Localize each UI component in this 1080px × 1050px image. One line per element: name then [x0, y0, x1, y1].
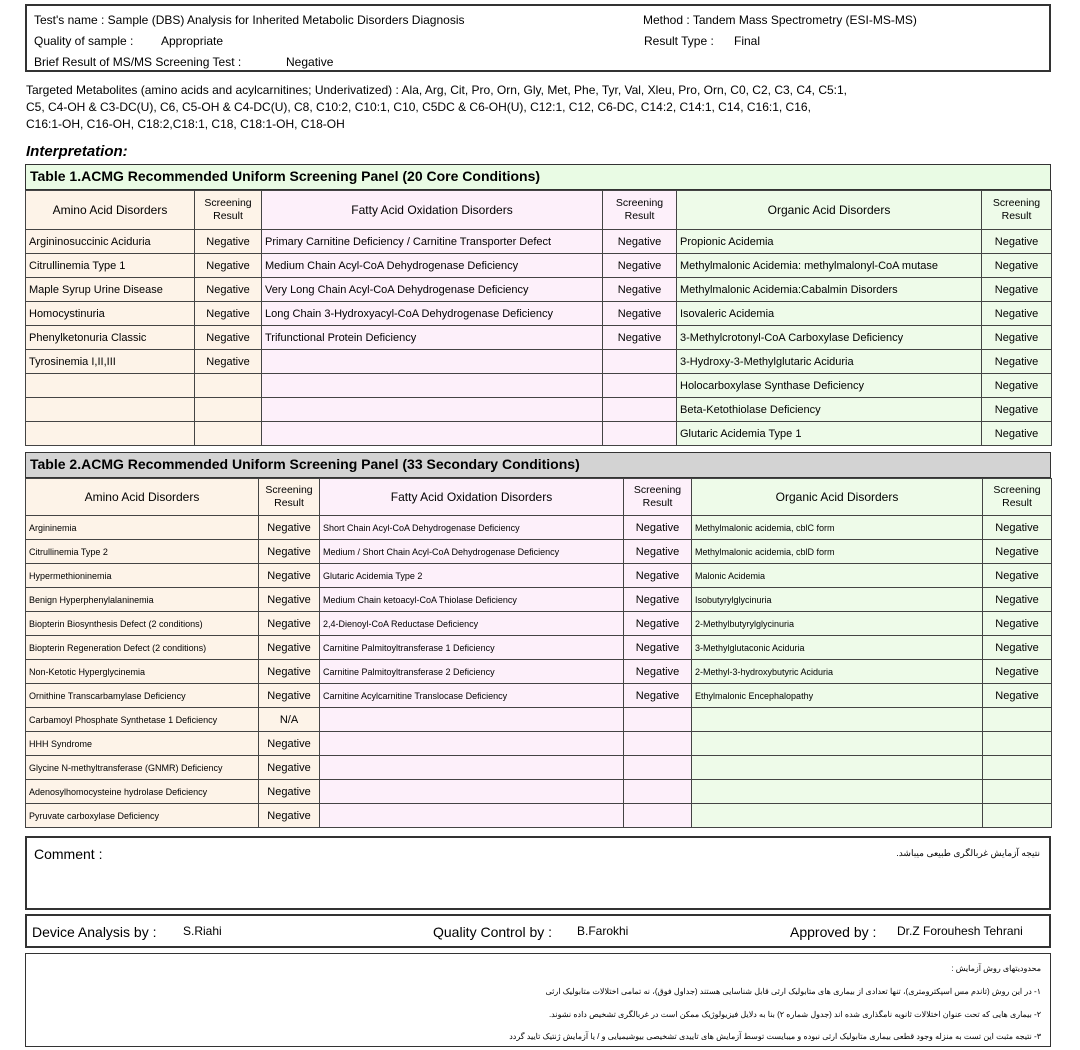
limitations-box	[25, 953, 1051, 1047]
table-row	[26, 756, 1052, 780]
amino-acid-result	[195, 422, 262, 446]
table-row	[26, 422, 1052, 446]
fatty-acid-disorder: Carnitine Palmitoyltransferase 2 Deficiency	[320, 660, 624, 684]
fatty-acid-disorder: Carnitine Palmitoyltransferase 1 Deficiency	[320, 636, 624, 660]
amino-acid-result: Negative	[259, 684, 320, 708]
organic-acid-result: Negative	[983, 636, 1052, 660]
table-row	[26, 540, 1052, 564]
table-row	[26, 588, 1052, 612]
organic-acid-disorder	[692, 804, 983, 828]
amino-acid-result: Negative	[195, 254, 262, 278]
fatty-acid-result	[603, 422, 677, 446]
amino-acid-disorder: Biopterin Regeneration Defect (2 conditions)	[26, 636, 259, 660]
organic-acid-disorder	[692, 756, 983, 780]
targets-line-3: C16:1-OH, C16-OH, C18:2,C18:1, C18, C18:1-OH, C18-OH	[26, 117, 345, 131]
quality-value: Appropriate	[161, 34, 224, 48]
organic-acid-result	[983, 756, 1052, 780]
amino-acid-disorder: Maple Syrup Urine Disease	[26, 278, 195, 302]
table-row	[26, 374, 1052, 398]
organic-acid-result: Negative	[982, 278, 1052, 302]
fatty-acid-disorder	[320, 780, 624, 804]
quality-label: Quality of sample :	[34, 34, 134, 48]
header-amino-acid: Amino Acid Disorders	[26, 191, 195, 230]
amino-acid-disorder: Phenylketonuria Classic	[26, 326, 195, 350]
table-row	[26, 516, 1052, 540]
amino-acid-disorder: Ornithine Transcarbamylase Deficiency	[26, 684, 259, 708]
fatty-acid-result	[624, 732, 692, 756]
table1-header-row	[26, 191, 1052, 230]
fatty-acid-disorder	[262, 398, 603, 422]
brief-result-value: Negative	[286, 55, 334, 69]
organic-acid-result	[983, 708, 1052, 732]
organic-acid-disorder: Isobutyrylglycinuria	[692, 588, 983, 612]
targeted-metabolites	[26, 82, 1056, 133]
header-amino-acid: Amino Acid Disorders	[26, 479, 259, 516]
organic-acid-result: Negative	[982, 230, 1052, 254]
header-screening-result: Screening Result	[982, 191, 1052, 230]
fatty-acid-result: Negative	[624, 540, 692, 564]
header-fatty-acid: Fatty Acid Oxidation Disorders	[262, 191, 603, 230]
amino-acid-disorder: Benign Hyperphenylalaninemia	[26, 588, 259, 612]
table-row	[26, 398, 1052, 422]
fatty-acid-result: Negative	[603, 326, 677, 350]
table-row	[26, 660, 1052, 684]
organic-acid-disorder: Propionic Acidemia	[677, 230, 982, 254]
fatty-acid-result: Negative	[624, 516, 692, 540]
organic-acid-disorder: Isovaleric Acidemia	[677, 302, 982, 326]
amino-acid-result: Negative	[259, 588, 320, 612]
test-name	[34, 13, 464, 27]
amino-acid-result: Negative	[259, 636, 320, 660]
organic-acid-disorder: 3-Methylglutaconic Aciduria	[692, 636, 983, 660]
organic-acid-disorder: Beta-Ketothiolase Deficiency	[677, 398, 982, 422]
organic-acid-result: Negative	[983, 564, 1052, 588]
result-type-value: Final	[734, 34, 761, 48]
approved-by-value: Dr.Z Forouhesh Tehrani	[897, 924, 1023, 938]
table-row	[26, 804, 1052, 828]
amino-acid-result: Negative	[259, 780, 320, 804]
fatty-acid-result: Negative	[624, 564, 692, 588]
table2-header-row	[26, 479, 1052, 516]
fatty-acid-disorder	[262, 374, 603, 398]
amino-acid-result: Negative	[259, 756, 320, 780]
brief-result-label: Brief Result of MS/MS Screening Test :	[34, 55, 242, 69]
limitations-line-3: ۳- نتیجه مثبت این تست به منزله وجود قطعی بیماری متابولیک ارثی نبوده و میبایست توسط آزمایش های تاییدی تشخیصی بیوشیمیایی و / یا آزمایش ژنتیک تایید گردد	[509, 1032, 1041, 1041]
method	[643, 13, 917, 27]
organic-acid-result	[983, 804, 1052, 828]
organic-acid-result: Negative	[982, 398, 1052, 422]
amino-acid-result: Negative	[259, 516, 320, 540]
organic-acid-result: Negative	[982, 350, 1052, 374]
fatty-acid-result: Negative	[624, 684, 692, 708]
amino-acid-result: Negative	[195, 278, 262, 302]
method-value: Tandem Mass Spectrometry (ESI-MS-MS)	[692, 13, 917, 27]
organic-acid-disorder: 3-Hydroxy-3-Methylglutaric Aciduria	[677, 350, 982, 374]
comment-box	[25, 836, 1051, 910]
device-analysis-value: S.Riahi	[183, 924, 222, 938]
organic-acid-result	[983, 780, 1052, 804]
test-name-value: Sample (DBS) Analysis for Inherited Metabolic Disorders Diagnosis	[107, 13, 465, 27]
amino-acid-disorder: Argininemia	[26, 516, 259, 540]
fatty-acid-result: Negative	[603, 302, 677, 326]
table1	[25, 190, 1052, 446]
amino-acid-result: Negative	[195, 350, 262, 374]
approved-by-label: Approved by :	[790, 924, 877, 940]
organic-acid-result: Negative	[982, 326, 1052, 350]
header-fatty-acid: Fatty Acid Oxidation Disorders	[320, 479, 624, 516]
amino-acid-result: Negative	[195, 230, 262, 254]
amino-acid-result	[195, 398, 262, 422]
organic-acid-disorder: Malonic Acidemia	[692, 564, 983, 588]
fatty-acid-disorder: Very Long Chain Acyl-CoA Dehydrogenase Deficiency	[262, 278, 603, 302]
fatty-acid-disorder: 2,4-Dienoyl-CoA Reductase Deficiency	[320, 612, 624, 636]
amino-acid-disorder: Tyrosinemia I,II,III	[26, 350, 195, 374]
device-analysis-label: Device Analysis by :	[32, 924, 157, 940]
organic-acid-disorder: 3-Methylcrotonyl-CoA Carboxylase Deficiency	[677, 326, 982, 350]
header-screening-result: Screening Result	[624, 479, 692, 516]
table-row	[26, 302, 1052, 326]
fatty-acid-result: Negative	[624, 660, 692, 684]
limitations-title: محدودیتهای روش آزمایش :	[951, 964, 1041, 973]
amino-acid-disorder: Glycine N-methyltransferase (GNMR) Deficiency	[26, 756, 259, 780]
signature-box	[25, 914, 1051, 948]
fatty-acid-disorder	[262, 422, 603, 446]
comment-text: نتیجه آزمایش غربالگری طبیعی میباشد.	[896, 848, 1040, 858]
amino-acid-disorder: Biopterin Biosynthesis Defect (2 conditions)	[26, 612, 259, 636]
interpretation-heading: Interpretation:	[26, 143, 128, 160]
header-organic-acid: Organic Acid Disorders	[677, 191, 982, 230]
organic-acid-result: Negative	[983, 684, 1052, 708]
amino-acid-result: Negative	[259, 660, 320, 684]
limitations-line-1: ۱- در این روش (تاندم مس اسپکترومتری)، تنها تعدادی از بیماری های متابولیک ارثی قابل شناسایی هستند (جداول فوق)، نه تمامی اختلالات متابولیک ارثی	[545, 987, 1041, 996]
fatty-acid-result	[624, 804, 692, 828]
organic-acid-result: Negative	[982, 374, 1052, 398]
fatty-acid-result	[603, 398, 677, 422]
quality-control-value: B.Farokhi	[577, 924, 629, 938]
organic-acid-result: Negative	[982, 302, 1052, 326]
organic-acid-disorder: Methylmalonic Acidemia:Cabalmin Disorders	[677, 278, 982, 302]
table2	[25, 478, 1052, 828]
amino-acid-disorder: Pyruvate carboxylase Deficiency	[26, 804, 259, 828]
fatty-acid-result	[624, 756, 692, 780]
fatty-acid-result: Negative	[624, 588, 692, 612]
organic-acid-disorder: Methylmalonic acidemia, cblC form	[692, 516, 983, 540]
fatty-acid-disorder: Short Chain Acyl-CoA Dehydrogenase Deficiency	[320, 516, 624, 540]
table-row	[26, 732, 1052, 756]
table-row	[26, 564, 1052, 588]
fatty-acid-disorder	[320, 708, 624, 732]
fatty-acid-result	[603, 350, 677, 374]
organic-acid-disorder: 2-Methyl-3-hydroxybutyric Aciduria	[692, 660, 983, 684]
table-row	[26, 780, 1052, 804]
organic-acid-result: Negative	[983, 516, 1052, 540]
amino-acid-result: Negative	[195, 302, 262, 326]
header-screening-result: Screening Result	[983, 479, 1052, 516]
table-row	[26, 612, 1052, 636]
fatty-acid-disorder	[320, 756, 624, 780]
organic-acid-result: Negative	[983, 660, 1052, 684]
amino-acid-disorder: Argininosuccinic Aciduria	[26, 230, 195, 254]
fatty-acid-result	[624, 708, 692, 732]
table-row	[26, 326, 1052, 350]
amino-acid-disorder: Non-Ketotic Hyperglycinemia	[26, 660, 259, 684]
organic-acid-disorder: Methylmalonic acidemia, cblD form	[692, 540, 983, 564]
table1-title: Table 1.ACMG Recommended Uniform Screening Panel (20 Core Conditions)	[25, 164, 1051, 190]
limitations-line-2: ۲- بیماری هایی که تحت عنوان اختلالات ثانویه نامگذاری شده اند (جدول شماره ۲) بنا به دلایل فیزیولوژیک ممکن است در غربالگری تشخیص داده نشوند.	[548, 1010, 1041, 1019]
fatty-acid-disorder: Medium / Short Chain Acyl-CoA Dehydrogenase Deficiency	[320, 540, 624, 564]
header-organic-acid: Organic Acid Disorders	[692, 479, 983, 516]
fatty-acid-disorder: Carnitine Acylcarnitine Translocase Deficiency	[320, 684, 624, 708]
amino-acid-result: Negative	[195, 326, 262, 350]
fatty-acid-disorder	[320, 804, 624, 828]
amino-acid-result: Negative	[259, 564, 320, 588]
organic-acid-disorder: Holocarboxylase Synthase Deficiency	[677, 374, 982, 398]
organic-acid-disorder	[692, 780, 983, 804]
amino-acid-result: Negative	[259, 540, 320, 564]
amino-acid-result: Negative	[259, 612, 320, 636]
amino-acid-disorder: Citrullinemia Type 1	[26, 254, 195, 278]
amino-acid-disorder: HHH Syndrome	[26, 732, 259, 756]
header-screening-result: Screening Result	[259, 479, 320, 516]
comment-label: Comment :	[34, 846, 103, 862]
fatty-acid-result	[624, 780, 692, 804]
organic-acid-disorder	[692, 708, 983, 732]
organic-acid-disorder: 2-Methylbutyrylglycinuria	[692, 612, 983, 636]
fatty-acid-disorder	[262, 350, 603, 374]
fatty-acid-disorder: Glutaric Acidemia Type 2	[320, 564, 624, 588]
amino-acid-disorder: Homocystinuria	[26, 302, 195, 326]
organic-acid-result: Negative	[982, 422, 1052, 446]
table-row	[26, 708, 1052, 732]
amino-acid-disorder	[26, 398, 195, 422]
amino-acid-result	[195, 374, 262, 398]
amino-acid-disorder: Citrullinemia Type 2	[26, 540, 259, 564]
organic-acid-disorder: Glutaric Acidemia Type 1	[677, 422, 982, 446]
organic-acid-disorder	[692, 732, 983, 756]
amino-acid-result: Negative	[259, 732, 320, 756]
header-screening-result: Screening Result	[603, 191, 677, 230]
fatty-acid-result: Negative	[603, 230, 677, 254]
amino-acid-disorder	[26, 374, 195, 398]
organic-acid-result: Negative	[983, 588, 1052, 612]
targets-line-1: Targeted Metabolites (amino acids and acylcarnitines; Underivatized) : Ala, Arg, Cit, Pro, Orn, Gly, Met, Phe, Tyr, Val, Xleu, Pro, Orn, C0, C2, C3, C4, C5:1,	[26, 83, 848, 97]
fatty-acid-disorder: Long Chain 3-Hydroxyacyl-CoA Dehydrogenase Deficiency	[262, 302, 603, 326]
table-row	[26, 230, 1052, 254]
test-info-box	[25, 4, 1051, 72]
fatty-acid-result: Negative	[624, 636, 692, 660]
table-row	[26, 254, 1052, 278]
test-name-label: Test's name :	[34, 13, 105, 27]
amino-acid-disorder: Adenosylhomocysteine hydrolase Deficiency	[26, 780, 259, 804]
amino-acid-disorder: Hypermethioninemia	[26, 564, 259, 588]
header-screening-result: Screening Result	[195, 191, 262, 230]
fatty-acid-disorder: Primary Carnitine Deficiency / Carnitine Transporter Defect	[262, 230, 603, 254]
organic-acid-disorder: Ethylmalonic Encephalopathy	[692, 684, 983, 708]
organic-acid-result: Negative	[983, 540, 1052, 564]
organic-acid-result: Negative	[982, 254, 1052, 278]
result-type-label: Result Type :	[644, 34, 714, 48]
table-row	[26, 350, 1052, 374]
fatty-acid-disorder: Trifunctional Protein Deficiency	[262, 326, 603, 350]
targets-line-2: C5, C4-OH & C3-DC(U), C6, C5-OH & C4-DC(U), C8, C10:2, C10:1, C10, C5DC & C6-OH(U), C12:1, C12, C6-DC, C14:2, C14:1, C14, C16:1, C16,	[26, 100, 811, 114]
organic-acid-disorder: Methylmalonic Acidemia: methylmalonyl-CoA mutase	[677, 254, 982, 278]
fatty-acid-result	[603, 374, 677, 398]
method-label: Method :	[643, 13, 690, 27]
amino-acid-disorder: Carbamoyl Phosphate Synthetase 1 Deficiency	[26, 708, 259, 732]
amino-acid-result: N/A	[259, 708, 320, 732]
fatty-acid-disorder: Medium Chain ketoacyl-CoA Thiolase Deficiency	[320, 588, 624, 612]
fatty-acid-result: Negative	[603, 254, 677, 278]
fatty-acid-result: Negative	[603, 278, 677, 302]
table-row	[26, 278, 1052, 302]
amino-acid-result: Negative	[259, 804, 320, 828]
fatty-acid-disorder: Medium Chain Acyl-CoA Dehydrogenase Deficiency	[262, 254, 603, 278]
table-row	[26, 684, 1052, 708]
organic-acid-result: Negative	[983, 612, 1052, 636]
quality-control-label: Quality Control by :	[433, 924, 553, 940]
amino-acid-disorder	[26, 422, 195, 446]
table-row	[26, 636, 1052, 660]
organic-acid-result	[983, 732, 1052, 756]
fatty-acid-result: Negative	[624, 612, 692, 636]
table2-title: Table 2.ACMG Recommended Uniform Screening Panel (33 Secondary Conditions)	[25, 452, 1051, 478]
fatty-acid-disorder	[320, 732, 624, 756]
